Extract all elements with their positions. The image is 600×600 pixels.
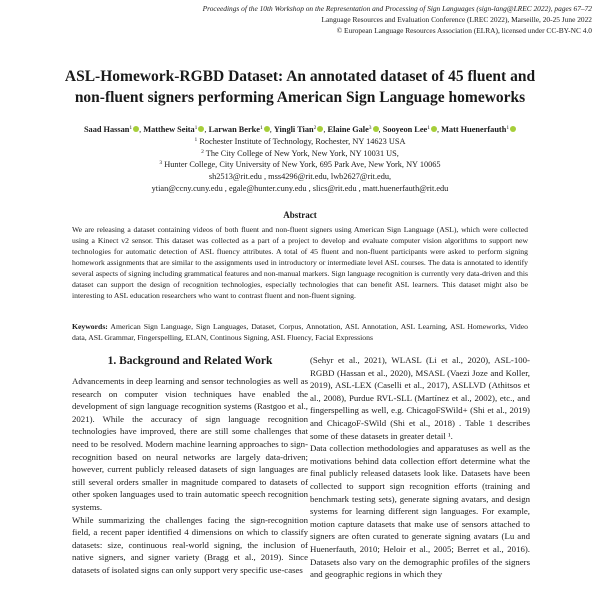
affiliation-text: Hunter College, City University of New York, 695 Park Ave, New York, NY 10065	[162, 160, 441, 170]
paragraph: (Sehyr et al., 2021), WLASL (Li et al., 2020), ASL-100-RGBD (Hassan et al., 2020), MSASL (Vaezi Joze and Koller, 2019), ASL-LEX (Caselli et al., 2017), ASLLVD (Athitsos et al., 2008), Purdue RVL-SLL (Martínez et al., 2002), etc., and fingerspelling as well, e.g. ChicagoFSWild+ (Shi et al., 2019) and ChicagoF-SWild (Shi et al., 2018) . Table 1 describes some of these datasets in greater detail ¹.	[310, 355, 530, 441]
author-affiliation-mark: 1	[427, 125, 430, 131]
paragraph: Data collection methodologies and apparatuses as well as the motivations behind data collection effort determine what the final publicly released datasets look like. Datasets have been collected to support sign recognition efforts (training and benchmark testing sets), generate signing avatars, and design systems for learning different sign languages. For example, motion capture datasets that make use of sensors attached to signers are often curated to generate signing avatars (Lu and Huenerfauth, 2010; Heloir et al., 2005; Berret et al., 2016). Datasets also vary on the demographic profiles of the signers and geographic regions in which they	[310, 443, 530, 580]
title-line-2: non-fluent signers performing American Sign Language homeworks	[74, 89, 526, 106]
author	[84, 125, 139, 134]
email-line-2: ytian@ccny.cuny.edu , egale@hunter.cuny.edu , slics@rit.edu , matt.huenerfauth@rit.edu	[151, 183, 449, 193]
keywords-label: Keywords:	[72, 322, 108, 331]
author-list: Saad Hassan$^1$ , Matthew Seita$^1$ , Larwan Berke$^1$ , Yingli Tian$^2$ , Elaine Gale$^3$ , Sooyeon Lee$^1$ , Matt Huenerfauth$^1$	[0, 124, 600, 136]
author-name: Larwan Berke	[208, 125, 260, 134]
paragraph: While summarizing the challenges facing the sign-recognition field, a recent paper identified 4 dimensions on which to classify datasets: size, continuous real-world signing, the inclusion of native signers, and signer variety (Bragg et al., 2019). Since datasets of isolated signs can only support very specific use-cases	[72, 514, 308, 575]
keywords	[72, 321, 528, 343]
orcid-icon[interactable]	[373, 126, 379, 132]
affiliation	[0, 159, 600, 171]
affiliation-mark: 2	[201, 148, 204, 155]
header-line-2: Language Resources and Evaluation Conference (LREC 2022), Marseille, 20-25 June 2022	[321, 15, 592, 24]
author	[209, 125, 270, 134]
affiliation-text: Rochester Institute of Technology, Rochester, NY 14623 USA	[197, 136, 406, 146]
author	[143, 125, 204, 134]
author-name: Matt Huenerfauth	[441, 125, 507, 134]
orcid-icon[interactable]	[264, 126, 270, 132]
abstract-heading: Abstract	[283, 210, 317, 220]
orcid-icon[interactable]	[133, 126, 139, 132]
section-heading: 1. Background and Related Work	[107, 355, 273, 367]
affiliation	[0, 148, 600, 160]
author-name: Sooyeon Lee	[382, 125, 428, 134]
author-affiliation-mark: 1	[129, 125, 133, 131]
orcid-icon[interactable]	[510, 126, 516, 132]
affiliation	[0, 136, 600, 148]
author-name: Matthew Seita	[143, 125, 195, 134]
author-name: Elaine Gale	[327, 125, 369, 134]
email-line-1: sh2513@rit.edu , mss4296@rit.edu, lwb2627@rit.edu,	[208, 172, 392, 182]
author	[274, 125, 324, 134]
paragraph: Advancements in deep learning and sensor technologies as well as research on computer vision techniques have enabled the development of sign language recognition systems (Rastgoo et al., 2021). While the accuracy of sign language recognition technologies have improved, there are still some challenges that need to be resolved. Modern machine learning approaches to sign-recognition based on neural networks are largely data-driven; however, current publicly released datasets of sign languages are still several orders smaller in magnitude compared to datasets of other spoken languages used to train automatic speech recognition systems.	[72, 376, 308, 512]
author-block	[0, 124, 600, 195]
author-name: Yingli Tian	[273, 125, 314, 134]
orcid-icon[interactable]	[317, 126, 323, 132]
author-affiliation-mark: 3	[368, 125, 372, 131]
orcid-icon[interactable]	[198, 126, 204, 132]
author	[383, 125, 437, 134]
author-name: Saad Hassan	[83, 125, 130, 134]
author	[328, 125, 379, 134]
paper-title	[0, 66, 600, 108]
author-affiliation-mark: 1	[506, 125, 510, 131]
proceedings-header	[203, 3, 592, 36]
affiliation-list	[0, 136, 600, 171]
affiliation-text: The City College of New York, New York, NY 10031 US,	[203, 148, 399, 158]
right-column	[310, 354, 530, 581]
author	[441, 125, 516, 134]
author-affiliation-mark: 1	[194, 125, 198, 131]
header-line-3: © European Language Resources Association (ELRA), licensed under CC-BY-NC 4.0	[336, 26, 592, 35]
keywords-text: American Sign Language, Sign Languages, Dataset, Corpus, Annotation, ASL Annotation, ASL Learning, ASL Homeworks, Video data, ASL Grammar, Fingerspelling, ELAN, Continous Signing, ASL Fluency, Facial Expressions	[72, 322, 528, 342]
title-line-1: ASL-Homework-RGBD Dataset: An annotated dataset of 45 fluent and	[64, 68, 536, 85]
left-column	[72, 375, 308, 577]
affiliation-mark: 1	[194, 136, 198, 143]
affiliation-mark: 3	[159, 160, 163, 167]
author-affiliation-mark: 1	[259, 125, 263, 131]
abstract-text: We are releasing a dataset containing videos of both fluent and non-fluent signers using American Sign Language (ASL), which were collected using a Kinect v2 sensor. This dataset was collected as a part of a project to develop and evaluate computer vision algorithms to support new technologies for automatic detection of ASL fluency attributes. A total of 45 fluent and non-fluent participants were asked to perform signing homework assignments that are similar to the assignments used in introductory or intermediate level ASL courses. The data is annotated to identify several aspects of signing including grammatical features and non-manual markers. Sign language recognition is currently very data-driven and this dataset can support the design of recognition technologies, especially technologies that can benefit ASL learners. This dataset might also be interesting to ASL education researchers who want to contrast fluent and non-fluent signing.	[72, 225, 528, 300]
orcid-icon[interactable]	[431, 126, 437, 132]
header-line-1: Proceedings of the 10th Workshop on the Representation and Processing of Sign Languages (sign-lang@LREC 2022), pages 67–72	[202, 4, 592, 13]
author-affiliation-mark: 2	[313, 125, 317, 131]
